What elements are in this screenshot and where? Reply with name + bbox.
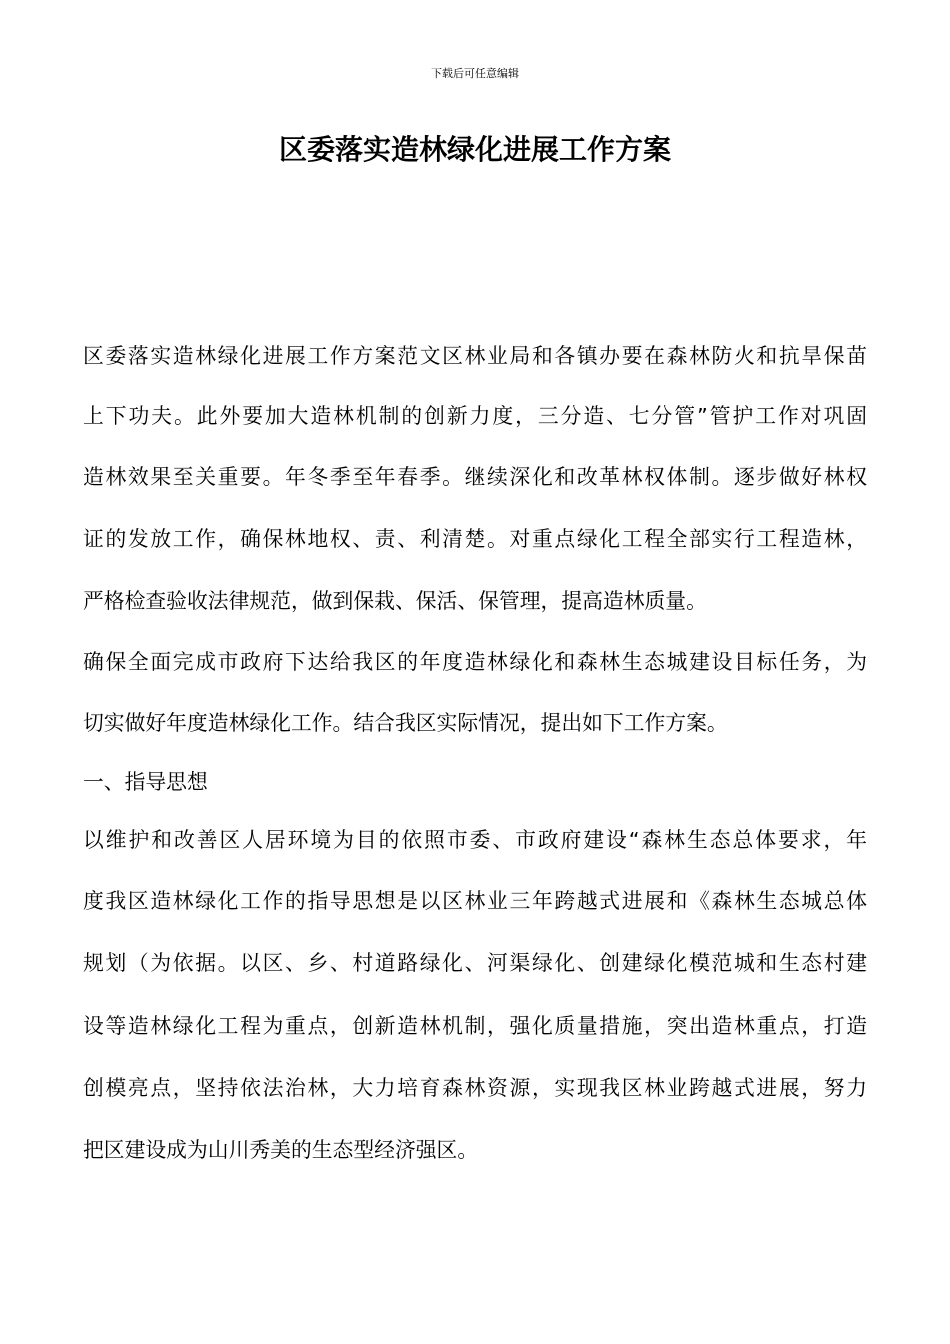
paragraph-1-line-3: 造林效果至关重要。年冬季至年春季。继续深化和改革林权体制。逐步做好林权 xyxy=(83,465,867,489)
paragraph-2-line-1: 确保全面完成市政府下达给我区的年度造林绿化和森林生态城建设目标任务，为 xyxy=(83,650,867,674)
paragraph-3-line-1: 以维护和改善区人居环境为目的依照市委、市政府建设“森林生态总体要求，年 xyxy=(83,828,867,852)
paragraph-3-line-2: 度我区造林绿化工作的指导思想是以区林业三年跨越式进展和《森林生态城总体 xyxy=(83,889,867,913)
paragraph-1-line-4: 证的发放工作，确保林地权、责、利清楚。对重点绿化工程全部实行工程造林， xyxy=(83,527,867,551)
paragraph-1-line-1: 区委落实造林绿化进展工作方案范文区林业局和各镇办要在森林防火和抗旱保苗 xyxy=(83,344,867,368)
paragraph-3-line-3: 规划（为依据。以区、乡、村道路绿化、河渠绿化、创建绿化模范城和生态村建 xyxy=(83,951,867,975)
document-title: 区委落实造林绿化进展工作方案 xyxy=(278,133,671,166)
paragraph-1-line-5: 严格检查验收法律规范，做到保栽、保活、保管理，提高造林质量。 xyxy=(83,589,707,613)
section-heading: 一、指导思想 xyxy=(83,770,208,794)
paragraph-3-line-6: 把区建设成为山川秀美的生态型经济强区。 xyxy=(83,1138,479,1162)
paragraph-3-line-4: 设等造林绿化工程为重点，创新造林机制，强化质量措施，突出造林重点，打造 xyxy=(83,1014,867,1038)
header-note: 下载后可任意编辑 xyxy=(431,67,519,80)
paragraph-2-line-2: 切实做好年度造林绿化工作。结合我区实际情况，提出如下工作方案。 xyxy=(83,711,728,735)
paragraph-3-line-5: 创模亮点，坚持依法治林，大力培育森林资源，实现我区林业跨越式进展，努力 xyxy=(83,1076,867,1100)
paragraph-1-line-2: 上下功夫。此外要加大造林机制的创新力度，三分造、七分管”管护工作对巩固 xyxy=(83,404,867,428)
